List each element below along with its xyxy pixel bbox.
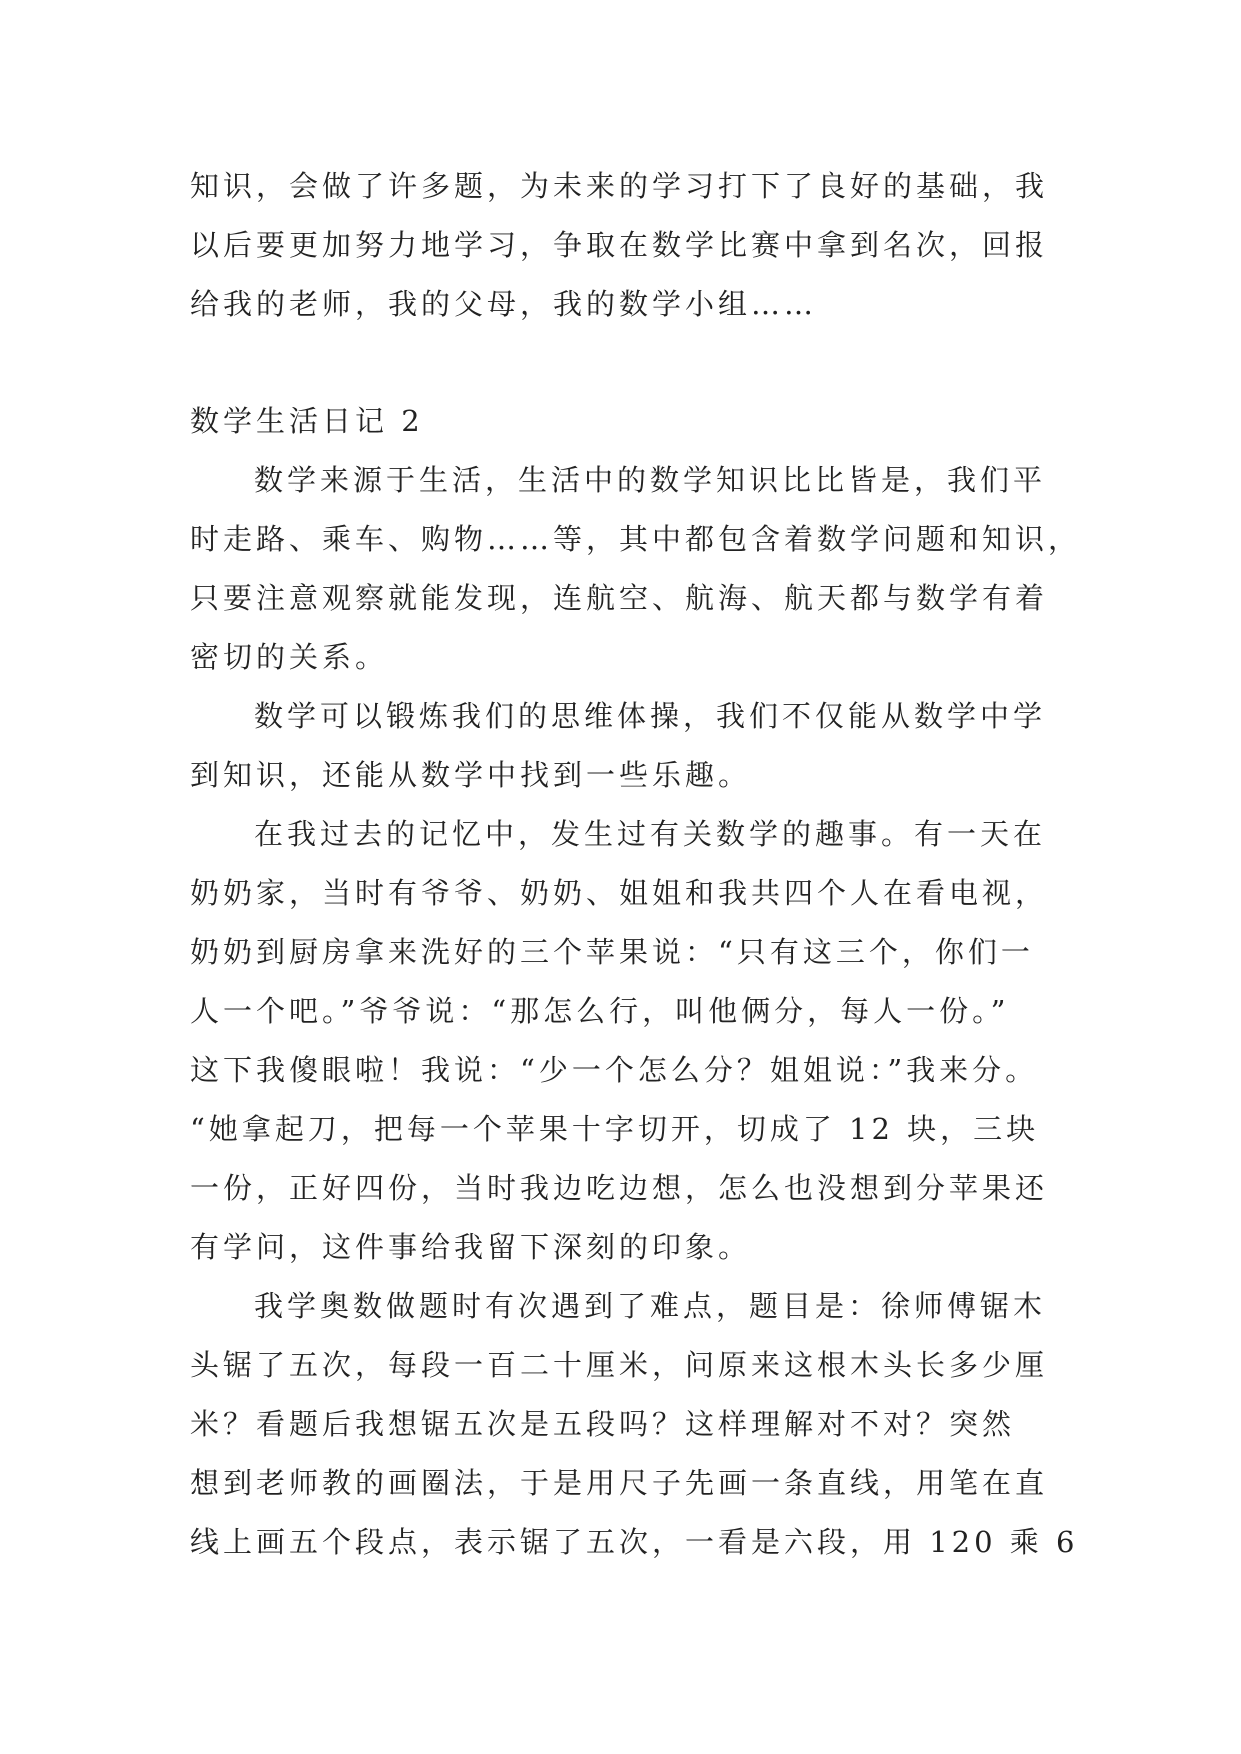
- text-line: 头锯了五次，每段一百二十厘米，问原来这根木头长多少厘: [190, 1348, 1049, 1382]
- text-line: 给我的老师，我的父母，我的数学小组……: [190, 287, 818, 321]
- text-line: “她拿起刀，把每一个苹果十字切开，切成了 12 块，三块: [190, 1112, 1040, 1146]
- text-line: 人一个吧。”爷爷说：“那怎么行，叫他俩分，每人一份。”: [190, 994, 1010, 1028]
- section-heading: 数学生活日记 2: [190, 404, 424, 438]
- text-line: 只要注意观察就能发现，连航空、航海、航天都与数学有着: [190, 581, 1049, 615]
- text-line: 有学问，这件事给我留下深刻的印象。: [190, 1230, 752, 1264]
- paragraph-first-line: 数学来源于生活，生活中的数学知识比比皆是，我们平: [254, 463, 1047, 497]
- text-line: 知识，会做了许多题，为未来的学习打下了良好的基础，我: [190, 169, 1049, 203]
- text-line: 到知识，还能从数学中找到一些乐趣。: [190, 758, 752, 792]
- text-line: 时走路、乘车、购物……等，其中都包含着数学问题和知识，: [190, 522, 1082, 556]
- text-line: 想到老师教的画圈法，于是用尺子先画一条直线，用笔在直: [190, 1466, 1049, 1500]
- text-line: 一份，正好四份，当时我边吃边想，怎么也没想到分苹果还: [190, 1171, 1049, 1205]
- text-line: 这下我傻眼啦！我说：“少一个怎么分？姐姐说：”我来分。: [190, 1053, 1039, 1087]
- paragraph-first-line: 在我过去的记忆中，发生过有关数学的趣事。有一天在: [254, 817, 1047, 851]
- paragraph-first-line: 我学奥数做题时有次遇到了难点，题目是：徐师傅锯木: [254, 1289, 1047, 1323]
- text-line: 线上画五个段点，表示锯了五次，一看是六段，用 120 乘 6: [190, 1525, 1079, 1559]
- text-line: 密切的关系。: [190, 640, 389, 674]
- text-line: 奶奶家，当时有爷爷、奶奶、姐姐和我共四个人在看电视，: [190, 876, 1049, 910]
- text-line: 以后要更加努力地学习，争取在数学比赛中拿到名次，回报: [190, 228, 1049, 262]
- text-line: 奶奶到厨房拿来洗好的三个苹果说：“只有这三个，你们一: [190, 935, 1034, 969]
- text-line: 米？看题后我想锯五次是五段吗？这样理解对不对？突然: [190, 1407, 1016, 1441]
- paragraph-first-line: 数学可以锻炼我们的思维体操，我们不仅能从数学中学: [254, 699, 1047, 733]
